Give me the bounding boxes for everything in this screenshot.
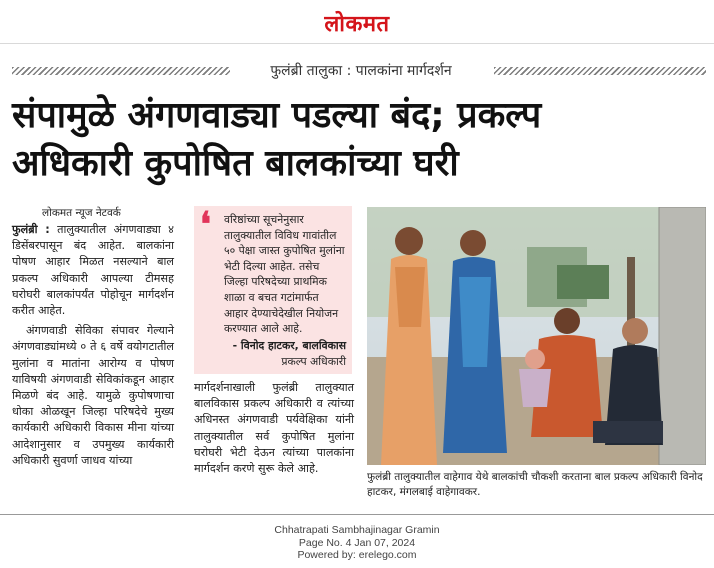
kicker-text: फुलंब्री तालुका : पालकांना मार्गदर्शन xyxy=(270,63,452,79)
quote-mark-icon: ❛ xyxy=(200,205,211,245)
article-paragraph-3: मार्गदर्शनाखाली फुलंब्री तालुक्यात बालविकास प्रकल्प अधिकारी व त्यांच्या अधिनस्त अंगणवाडी पर्यवेक्षिका यांनी तालुक्यातील सर्व कुपोषित मुलांना घरोघरी भेटी देऊन त्यांच्या पालकांना मार्गदर्शन करणे सुरू केले आहे. xyxy=(194,381,354,476)
photo-caption: फुलंब्री तालुक्यातील वाहेगाव येथे बालकांची चौकशी करताना बाल प्रकल्प अधिकारी विनोद हाटकर, मंगलबाई वाहेगावकर. xyxy=(367,471,703,498)
headline xyxy=(12,92,706,188)
news-photo-illustration xyxy=(367,207,706,465)
pull-quote-box xyxy=(194,206,352,374)
kicker-stripe-left xyxy=(12,67,230,75)
masthead-rule xyxy=(0,43,714,44)
masthead xyxy=(0,0,714,44)
lokmat-logo: लोकमत xyxy=(324,11,390,37)
footer-powered-by[interactable]: Powered by: erelego.com xyxy=(297,549,417,561)
quote-author-title: प्रकल्प अधिकारी xyxy=(281,354,346,368)
headline-line-1: संपामुळे अंगणवाड्या पडल्या बंद; प्रकल्प xyxy=(12,95,542,136)
paragraph-1-text: तालुक्यातील अंगणवाड्या ४ डिसेंबरपासून बंद आहेत. बालकांना पोषण आहार मिळत नसल्याने बाल प्रकल्प अधिकारी आपल्या टीमसह घरोघरी बालकांपर्यंत पोहोचून मार्गदर्शन करीत आहेत. xyxy=(12,223,174,318)
pull-quote-text: वरिष्ठांच्या सूचनेनुसार तालुक्यातील विविध गावांतील ५० पेक्षा जास्त कुपोषित मुलांना भेटी दिल्या आहेत. तसेच जिल्हा परिषदेच्या प्राथमिक शाळा व बचत गटांमार्फत आहार देण्याचेदेखील नियोजन करण्यात आले आहे. xyxy=(224,213,345,336)
quote-author: - विनोद हाटकर, बालविकास xyxy=(232,339,346,352)
footer-edition: Chhatrapati Sambhajinagar Gramin xyxy=(274,524,440,536)
article-column-2 xyxy=(194,380,354,477)
byline: लोकमत न्यूज नेटवर्क xyxy=(42,207,121,219)
pull-quote-attribution xyxy=(224,338,346,369)
article-column-1 xyxy=(12,222,174,469)
page-footer xyxy=(0,524,714,562)
news-photo xyxy=(367,207,706,465)
footer-rule xyxy=(0,514,714,515)
article-paragraph-2: अंगणवाडी सेविका संपावर गेल्याने अंगणवाड्यांमध्ये ० ते ६ वर्षे वयोगटातील मुलांना व मातांना आरोग्य व पोषण याविषयी अंगणवाडी सेविकांकडून आहार मिळणे बंद आहे. यामुळे कुपोषणाचा धोका ओळखून जिल्हा परिषदेचे मुख्य कार्यकारी अधिकारी विकास मीना यांच्या आदेशानुसार व उपमुख्य कार्यकारी अधिकारी सुवर्णा जाधव यांच्या xyxy=(12,324,174,467)
dateline: फुलंब्री : xyxy=(12,223,50,236)
photo-tin-wall xyxy=(659,207,706,465)
photo-vehicle xyxy=(557,265,609,299)
section-kicker xyxy=(0,60,714,84)
kicker-stripe-right xyxy=(494,67,706,75)
article-paragraph-1 xyxy=(12,222,174,319)
headline-line-2: अधिकारी कुपोषित बालकांच्या घरी xyxy=(12,143,459,184)
footer-page-date: Page No. 4 Jan 07, 2024 xyxy=(298,536,416,549)
